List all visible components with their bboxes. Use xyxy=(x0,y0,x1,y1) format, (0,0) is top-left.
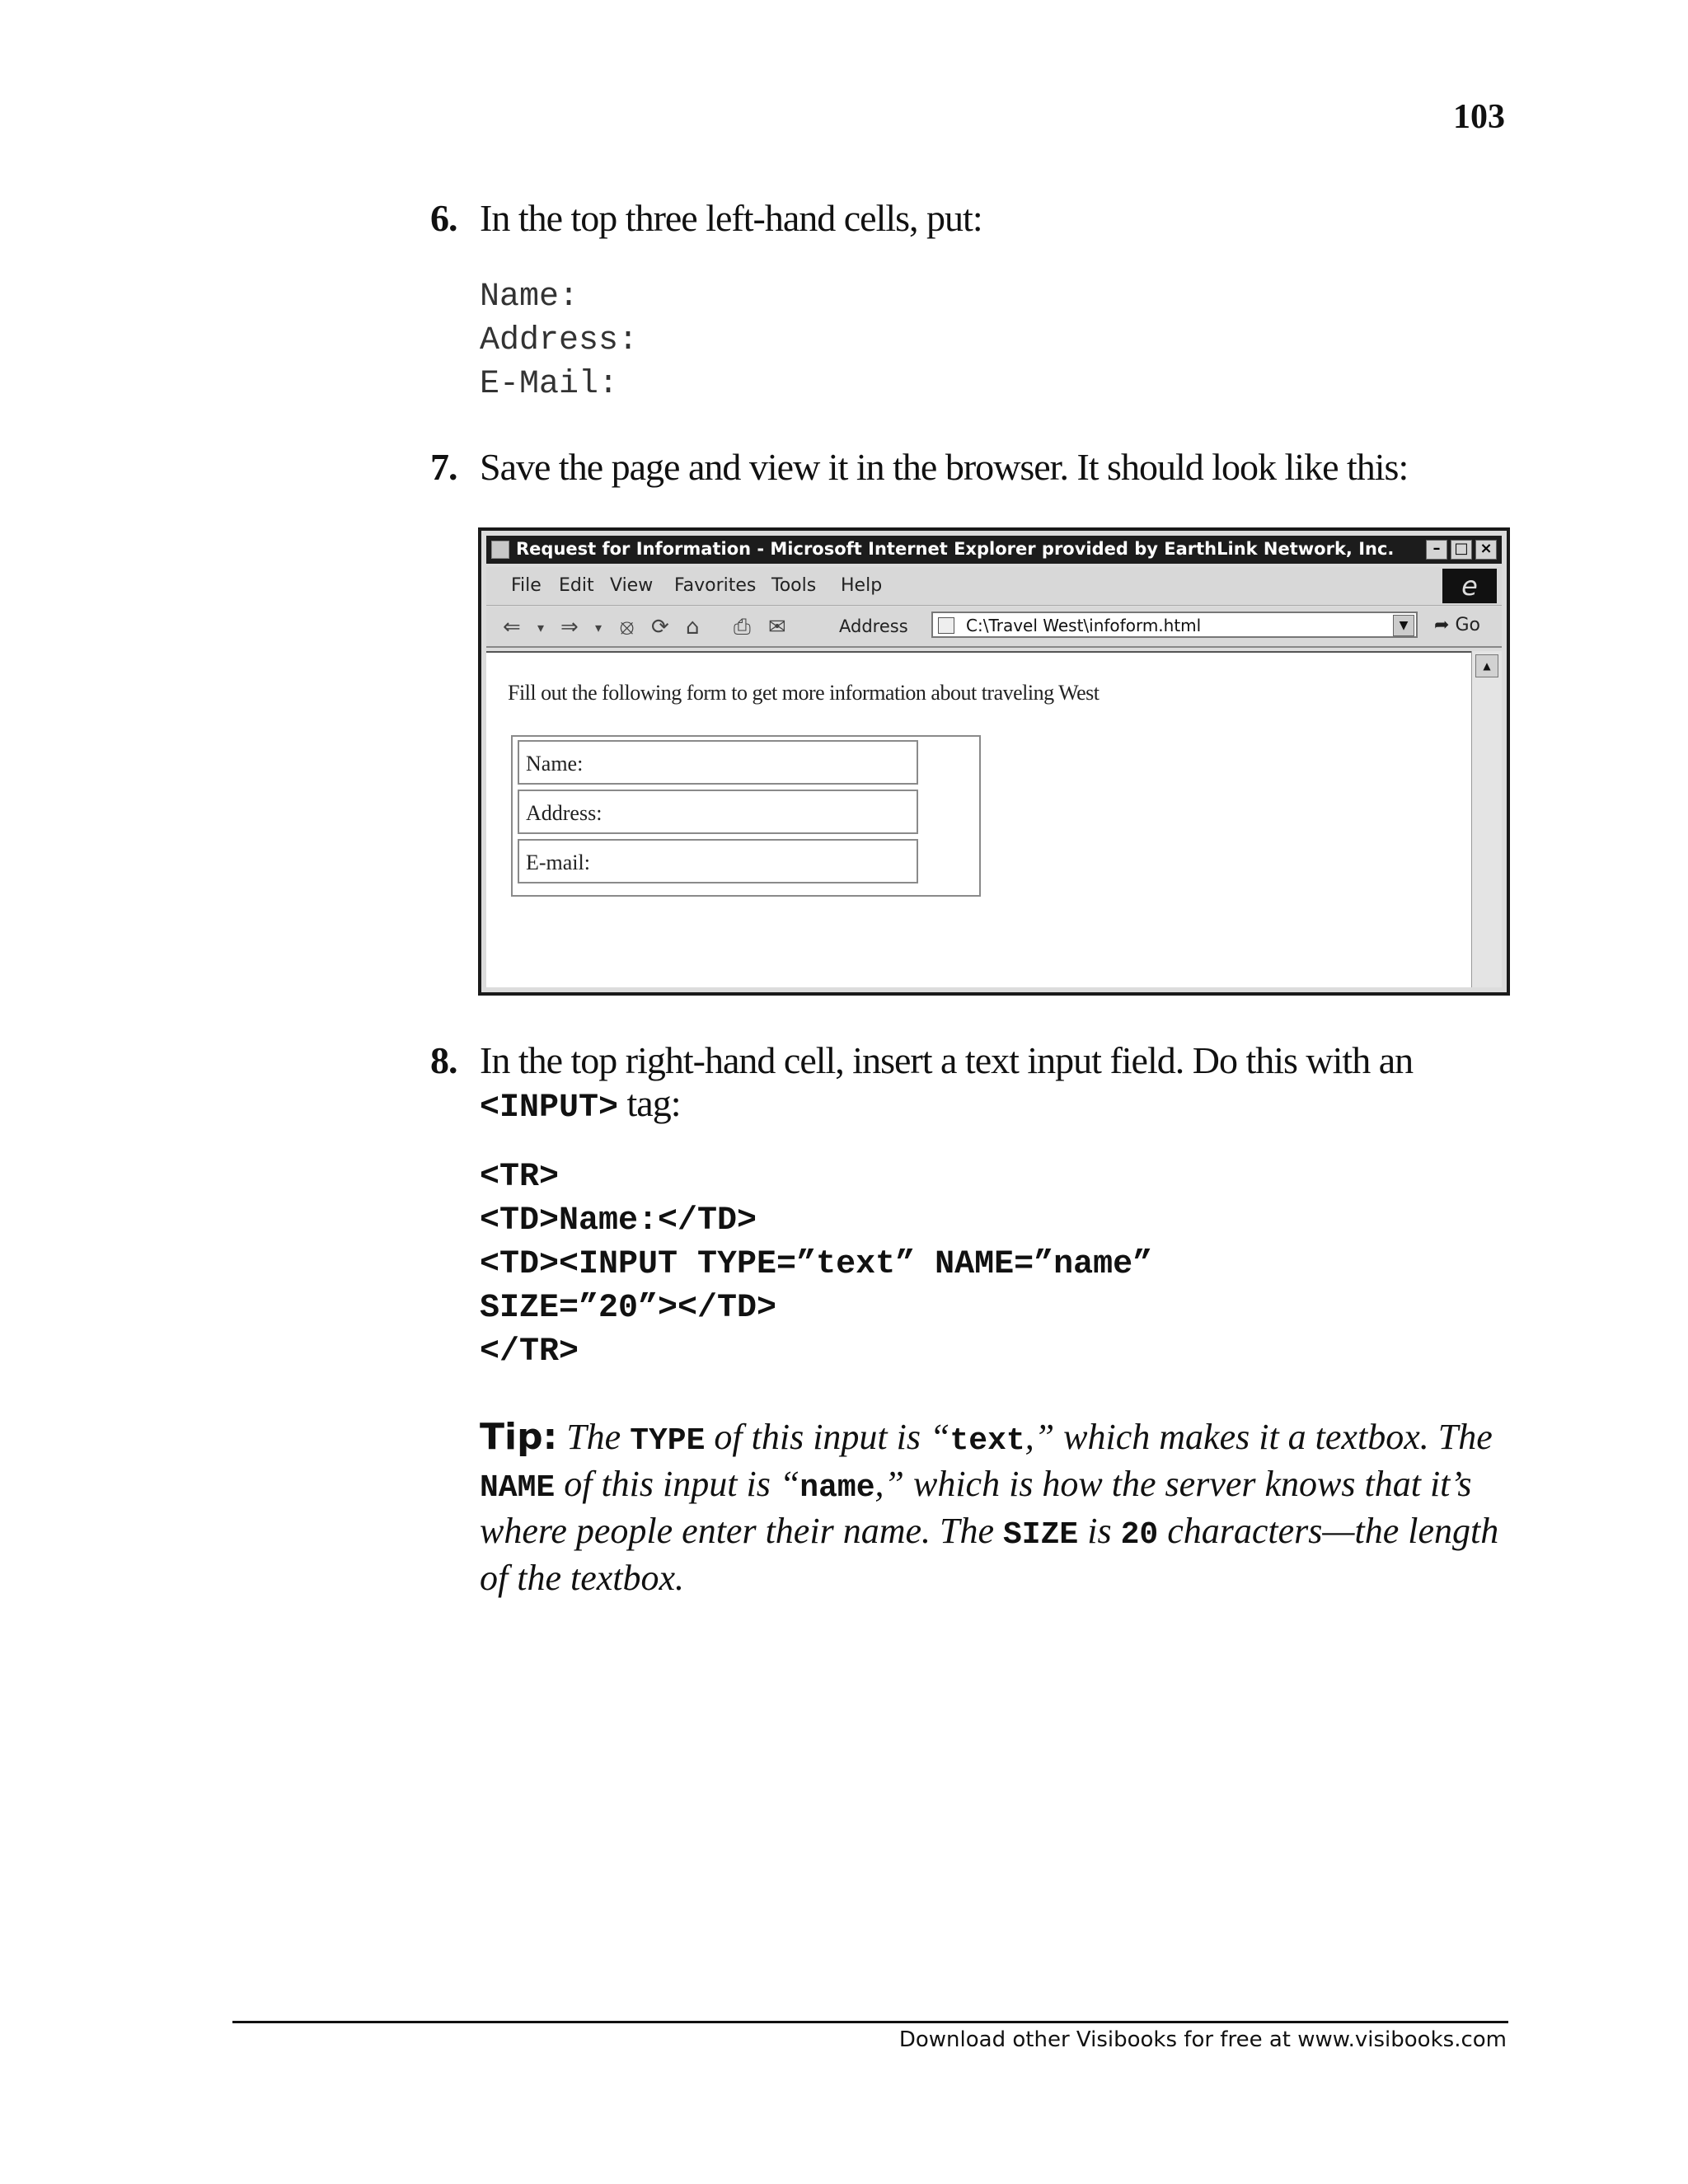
tip-code: TYPE xyxy=(630,1423,706,1459)
code-line: SIZE=”20”></TD> xyxy=(480,1290,777,1327)
tip-text: of this input is “ xyxy=(705,1417,950,1457)
tip-label: Tip: xyxy=(480,1416,558,1458)
tip-code: name xyxy=(799,1470,875,1506)
menu-file[interactable]: File xyxy=(511,575,542,596)
refresh-icon[interactable]: ⟳ xyxy=(651,615,669,640)
menu-favorites[interactable]: Favorites xyxy=(674,575,757,596)
tip-text: characters—the length of the textbox. xyxy=(480,1511,1499,1598)
back-dropdown-icon[interactable]: ▾ xyxy=(537,620,545,635)
ie-logo-icon: e xyxy=(1442,569,1497,603)
footer-divider xyxy=(232,2021,1508,2023)
form-intro-text: Fill out the following form to get more information about traveling West xyxy=(508,681,1100,705)
tip-text: ,” which makes it a textbox. The xyxy=(1025,1417,1493,1457)
ie-page-icon xyxy=(491,541,509,559)
step-text: In the top three left-hand cells, put: xyxy=(480,197,982,239)
code-line: <TR> xyxy=(480,1159,560,1196)
print-icon[interactable]: ⎙ xyxy=(734,615,751,640)
toolbar xyxy=(486,607,1502,648)
step-number: 6. xyxy=(430,197,457,239)
page-icon xyxy=(938,617,954,634)
tip-code: SIZE xyxy=(1003,1517,1079,1553)
tip-code: text xyxy=(950,1423,1025,1459)
close-icon[interactable]: × xyxy=(1475,540,1497,560)
footer-text: Download other Visibooks for free at www.visibooks.com xyxy=(898,2027,1507,2052)
table-cell xyxy=(518,740,918,785)
back-icon[interactable]: ⇐ xyxy=(503,615,521,640)
title-bar xyxy=(486,536,1502,564)
go-label: Go xyxy=(1455,615,1480,635)
step-number: 8. xyxy=(430,1039,457,1081)
code-line: E-Mail: xyxy=(480,366,619,403)
window-title: Request for Information - Microsoft Internet Explorer provided by EarthLink Network, Inc. xyxy=(516,539,1395,559)
code-line: Name: xyxy=(480,279,579,316)
page-content xyxy=(486,651,1472,987)
address-value: C:\Travel West\infoform.html xyxy=(966,616,1202,635)
browser-screenshot xyxy=(478,527,1510,996)
cell-label: Address: xyxy=(526,801,603,825)
menu-view[interactable]: View xyxy=(610,575,654,596)
menu-help[interactable]: Help xyxy=(841,575,883,596)
code-line: <TD>Name:</TD> xyxy=(480,1202,757,1240)
step-text: Save the page and view it in the browser. It should look like this: xyxy=(480,446,1409,488)
step-number: 7. xyxy=(430,446,457,488)
table-cell xyxy=(518,839,918,883)
mail-icon[interactable]: ✉ xyxy=(768,615,786,640)
maximize-icon[interactable]: □ xyxy=(1451,540,1472,560)
table-cell xyxy=(518,790,918,834)
vertical-scrollbar[interactable] xyxy=(1471,651,1502,987)
tip-code: NAME xyxy=(480,1470,556,1506)
minimize-icon[interactable]: – xyxy=(1426,540,1447,560)
code-line: Address: xyxy=(480,322,639,359)
code-line: <TD><INPUT TYPE=”text” NAME=”name” xyxy=(480,1246,1153,1283)
chevron-down-icon[interactable]: ▼ xyxy=(1393,615,1414,636)
tip-text: of this input is “ xyxy=(555,1464,800,1504)
menu-bar xyxy=(486,567,1502,606)
tip-box xyxy=(480,1416,1518,1600)
code-line: </TR> xyxy=(480,1333,579,1371)
forward-icon[interactable]: ⇒ xyxy=(560,615,579,640)
tip-text: is xyxy=(1078,1511,1121,1551)
inline-code-tag: <INPUT> xyxy=(480,1090,619,1127)
address-label: Address xyxy=(839,616,908,636)
tip-text: The xyxy=(557,1417,631,1457)
tip-code: 20 xyxy=(1120,1517,1159,1553)
page-number: 103 xyxy=(1453,98,1505,136)
scroll-up-icon[interactable]: ▲ xyxy=(1475,654,1498,677)
home-icon[interactable]: ⌂ xyxy=(686,615,700,640)
form-table xyxy=(511,735,981,897)
code-labels xyxy=(480,275,638,406)
step-8 xyxy=(430,1038,1518,1129)
step-text-line2 xyxy=(480,1081,681,1131)
tip-text: ,” which is how the server knows that it’s where people enter their name. The xyxy=(480,1464,1472,1551)
stop-icon[interactable]: ⦻ xyxy=(620,615,635,640)
code-input-example xyxy=(480,1155,1152,1374)
go-arrow-icon: ➦ xyxy=(1434,615,1450,635)
cell-label: E-mail: xyxy=(526,851,590,874)
address-field[interactable] xyxy=(931,612,1418,638)
step-text: In the top right-hand cell, insert a text input field. Do this with an xyxy=(480,1039,1414,1081)
menu-edit[interactable]: Edit xyxy=(559,575,594,596)
cell-label: Name: xyxy=(526,752,584,776)
menu-tools[interactable]: Tools xyxy=(771,575,817,596)
step-text-tail: tag: xyxy=(618,1082,681,1124)
go-button[interactable] xyxy=(1434,615,1480,635)
forward-dropdown-icon[interactable]: ▾ xyxy=(595,620,603,635)
